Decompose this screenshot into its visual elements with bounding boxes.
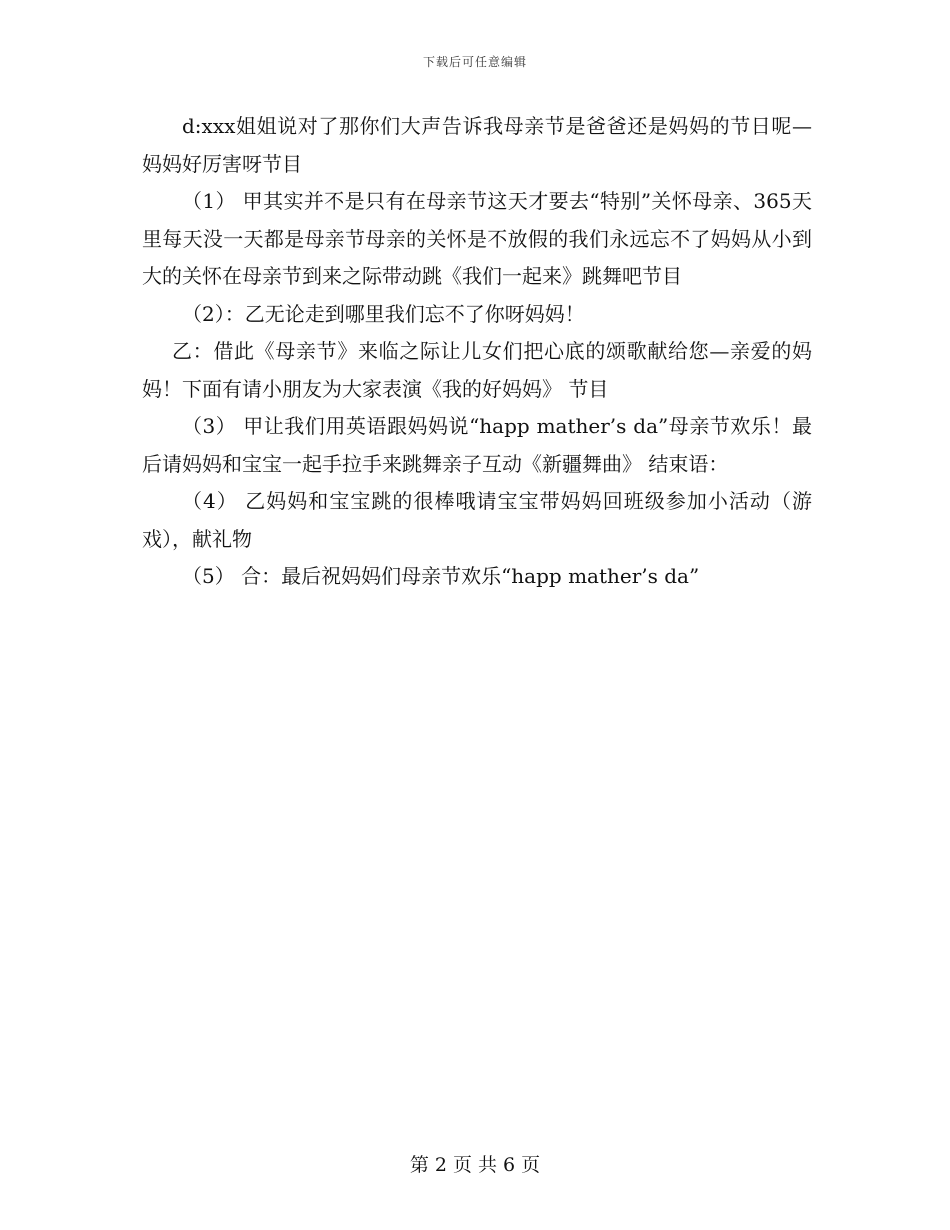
paragraph-2: （1） 甲其实并不是只有在母亲节这天才要去“特别”关怀母亲、365天里每天没一天都是母亲节母亲的关怀是不放假的我们永远忘不了妈妈从小到大的关怀在母亲节到来之际带动跳《我们一起来》跳舞吧节目 (142, 189, 812, 288)
paragraph-6: （4） 乙妈妈和宝宝跳的很棒哦请宝宝带妈妈回班级参加小活动（游戏），献礼物 (142, 489, 812, 551)
paragraph-4: 乙：借此《母亲节》来临之际让儿女们把心底的颂歌献给您—亲爱的妈妈！下面有请小朋友为大家表演《我的好妈妈》 节目 (142, 339, 812, 401)
page-number-footer: 第 2 页 共 6 页 (409, 1154, 541, 1176)
paragraph-5: （3） 甲让我们用英语跟妈妈说“happ mather’s da”母亲节欢乐！最后请妈妈和宝宝一起手拉手来跳舞亲子互动《新疆舞曲》 结束语： (142, 414, 812, 476)
paragraph-3: （2）：乙无论走到哪里我们忘不了你呀妈妈！ (182, 301, 585, 326)
page-header: 下载后可任意编辑 (422, 55, 527, 69)
paragraph-1: d:xxx姐姐说对了那你们大声告诉我母亲节是爸爸还是妈妈的节日呢—妈妈好厉害呀节目 (142, 114, 812, 176)
paragraph-7: （5） 合：最后祝妈妈们母亲节欢乐“happ mather’s da” (182, 564, 700, 588)
document-body (142, 108, 812, 596)
